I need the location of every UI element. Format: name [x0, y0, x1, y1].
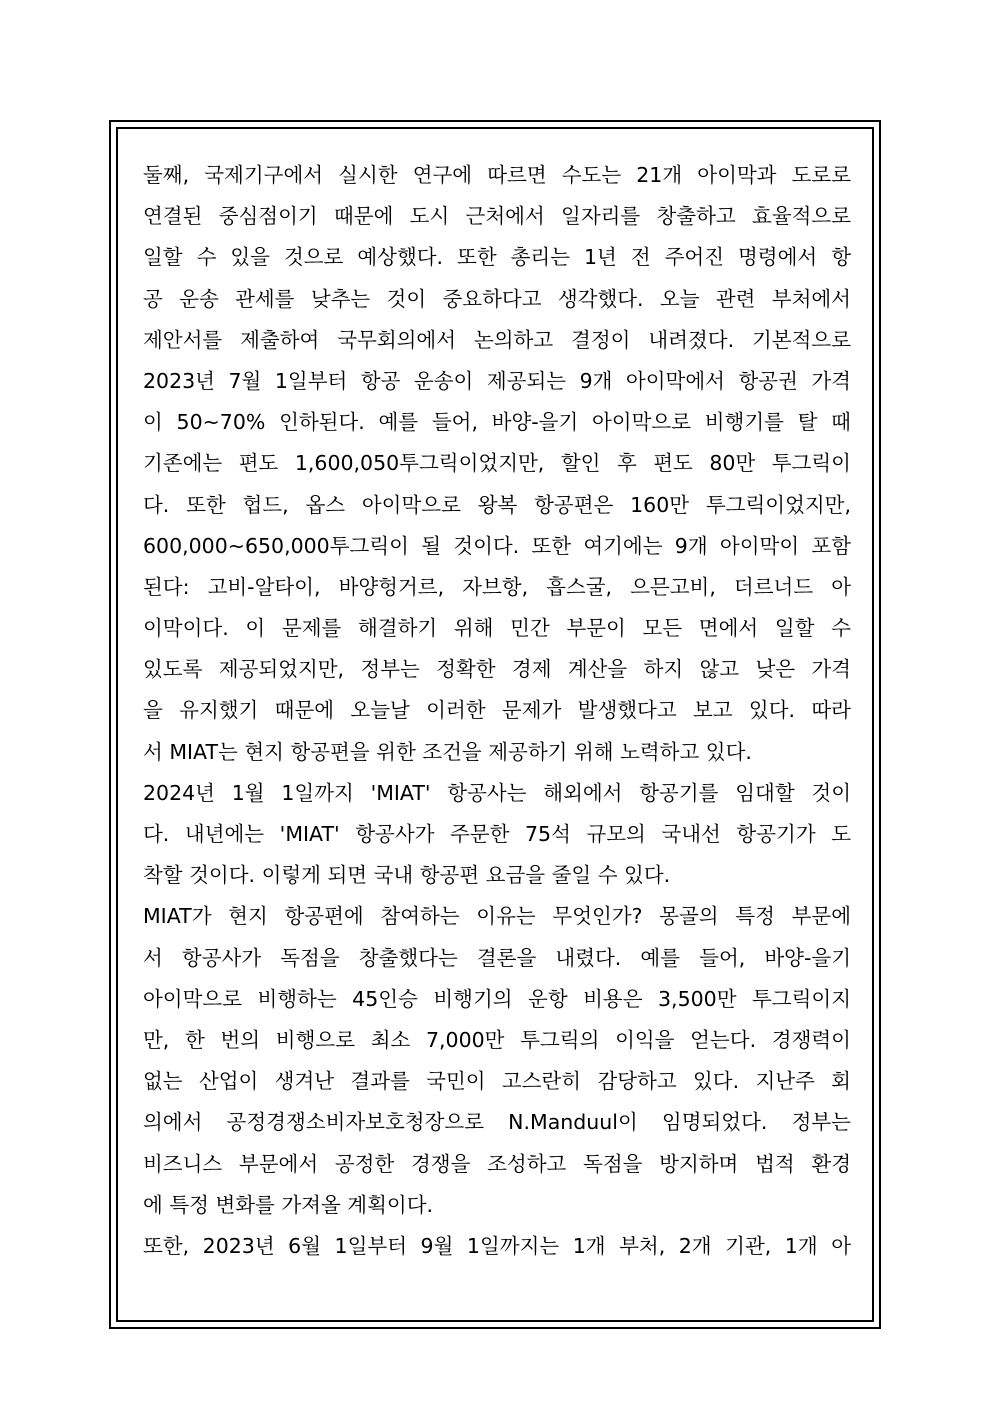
- document-body: [143, 155, 851, 1267]
- text-line: 서 MIAT는 현지 항공편을 위한 조건을 제공하기 위해 노력하고 있다.: [143, 739, 752, 764]
- text-line: MIAT가 현지 항공편에 참여하는 이유는 무엇인가? 몽골의 특정 부문에: [143, 904, 851, 929]
- text-line: 착할 것이다. 이렇게 되면 국내 항공편 요금을 줄일 수 있다.: [143, 863, 671, 888]
- text-line: 일할 수 있을 것으로 예상했다. 또한 총리는 1년 전 주어진 명령에서 항: [143, 245, 851, 270]
- text-line: 있도록 제공되었지만, 정부는 정확한 경제 계산을 하지 않고 낮은 가격: [143, 657, 851, 682]
- text-line: 다. 또한 헙드, 옵스 아이막으로 왕복 항공편은 160만 투그릭이었지만,: [143, 492, 851, 517]
- text-line: 2024년 1월 1일까지 'MIAT' 항공사는 해외에서 항공기를 임대할 것이: [143, 780, 851, 805]
- text-line: 만, 한 번의 비행으로 최소 7,000만 투그릭의 이익을 얻는다. 경쟁력이: [143, 1027, 851, 1052]
- text-line: 둘째, 국제기구에서 실시한 연구에 따르면 수도는 21개 아이막과 도로로: [143, 163, 851, 187]
- text-line: 600,000~650,000투그릭이 될 것이다. 또한 여기에는 9개 아이막이 포함: [143, 533, 851, 558]
- text-line: 서 항공사가 독점을 창출했다는 결론을 내렸다. 예를 들어, 바양-을기: [143, 945, 851, 970]
- text-line: 없는 산업이 생겨난 결과를 국민이 고스란히 감당하고 있다. 지난주 회: [143, 1069, 851, 1094]
- text-line: 공 운송 관세를 낮추는 것이 중요하다고 생각했다. 오늘 관련 부처에서: [143, 286, 851, 311]
- text-line: 2023년 7월 1일부터 항공 운송이 제공되는 9개 아이막에서 항공권 가격: [143, 368, 851, 393]
- text-line: 이막이다. 이 문제를 해결하기 위해 민간 부문이 모든 면에서 일할 수: [143, 616, 851, 641]
- text-line: 이 50~70% 인하된다. 예를 들어, 바양-을기 아이막으로 비행기를 탈 때: [143, 410, 851, 435]
- text-line: 의에서 공정경쟁소비자보호청장으로 N.Manduul이 임명되었다. 정부는: [143, 1110, 851, 1135]
- text-line: 에 특정 변화를 가져올 계획이다.: [143, 1192, 434, 1217]
- text-line: 기존에는 편도 1,600,050투그릭이었지만, 할인 후 편도 80만 투그릭이: [143, 451, 851, 476]
- text-line: 아이막으로 비행하는 45인승 비행기의 운항 비용은 3,500만 투그릭이지: [143, 986, 851, 1011]
- text-line: 다. 내년에는 'MIAT' 항공사가 주문한 75석 규모의 국내선 항공기가 도: [143, 822, 851, 846]
- text-line: 또한, 2023년 6월 1일부터 9월 1일까지는 1개 부처, 2개 기관, 1개 아: [143, 1233, 851, 1258]
- text-line: 제안서를 제출하여 국무회의에서 논의하고 결정이 내려졌다. 기본적으로: [143, 327, 851, 352]
- text-line: 을 유지했기 때문에 오늘날 이러한 문제가 발생했다고 보고 있다. 따라: [143, 698, 851, 723]
- text-line: 연결된 중심점이기 때문에 도시 근처에서 일자리를 창출하고 효율적으로: [143, 204, 851, 229]
- text-line: 비즈니스 부문에서 공정한 경쟁을 조성하고 독점을 방지하며 법적 환경: [143, 1151, 851, 1176]
- text-line: 된다: 고비-알타이, 바양헝거르, 자브항, 흡스굴, 으믄고비, 더르너드 아: [143, 574, 851, 599]
